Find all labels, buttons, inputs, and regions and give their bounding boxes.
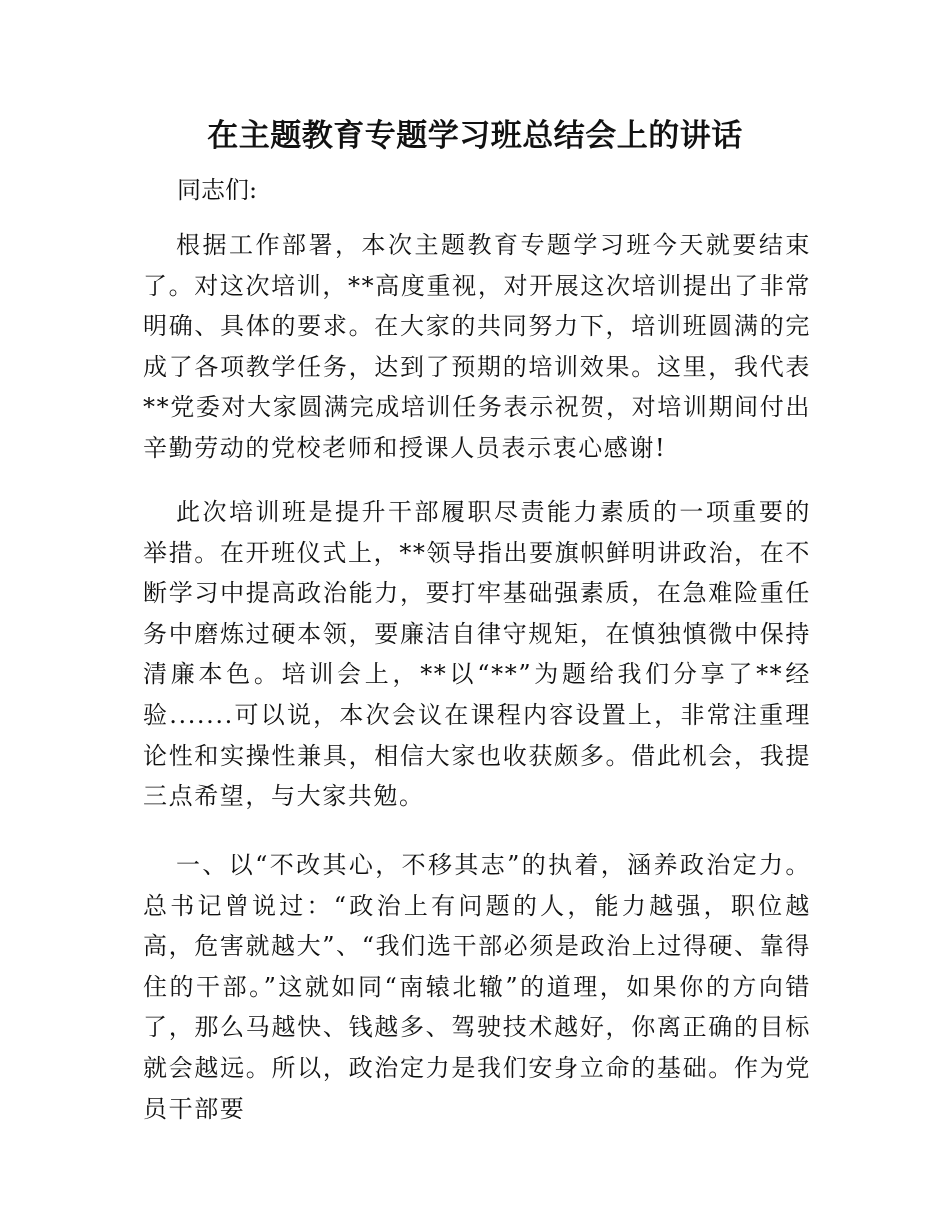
document-title: 在主题教育专题学习班总结会上的讲话 (207, 118, 743, 154)
paragraph-2: 此次培训班是提升干部履职尽责能力素质的一项重要的举措。在开班仪式上，**领导指出要旗帜鲜明讲政治，在不断学习中提高政治能力，要打牢基础强素质，在急难险重任务中磨炼过硬本领，要廉洁自律守规矩，在慎独慎微中保持清廉本色。培训会上，**以“**”为题给我们分享了**经验.......可以说，本次会议在课程内容设置上，非常注重理论性和实操性兼具，相信大家也收获颇多。借此机会，我提三点希望，与大家共勉。 (143, 498, 811, 811)
salutation: 同志们: (177, 176, 258, 204)
paragraph-1: 根据工作部署，本次主题教育专题学习班今天就要结束了。对这次培训，**高度重视，对开展这次培训提出了非常明确、具体的要求。在大家的共同努力下，培训班圆满的完成了各项教学任务，达到了预期的培训效果。这里，我代表**党委对大家圆满完成培训任务表示祝贺，对培训期间付出辛勤劳动的党校老师和授课人员表示衷心感谢! (143, 231, 811, 462)
paragraph-3: 一、以“不改其心，不移其志”的执着，涵养政治定力。总书记曾说过：“政治上有问题的人，能力越强，职位越高，危害就越大”、“我们选干部必须是政治上过得硬、靠得住的干部。”这就如同“南辕北辙”的道理，如果你的方向错了，那么马越快、钱越多、驾驶技术越好，你离正确的目标就会越远。所以，政治定力是我们安身立命的基础。作为党员干部要 (143, 851, 811, 1123)
